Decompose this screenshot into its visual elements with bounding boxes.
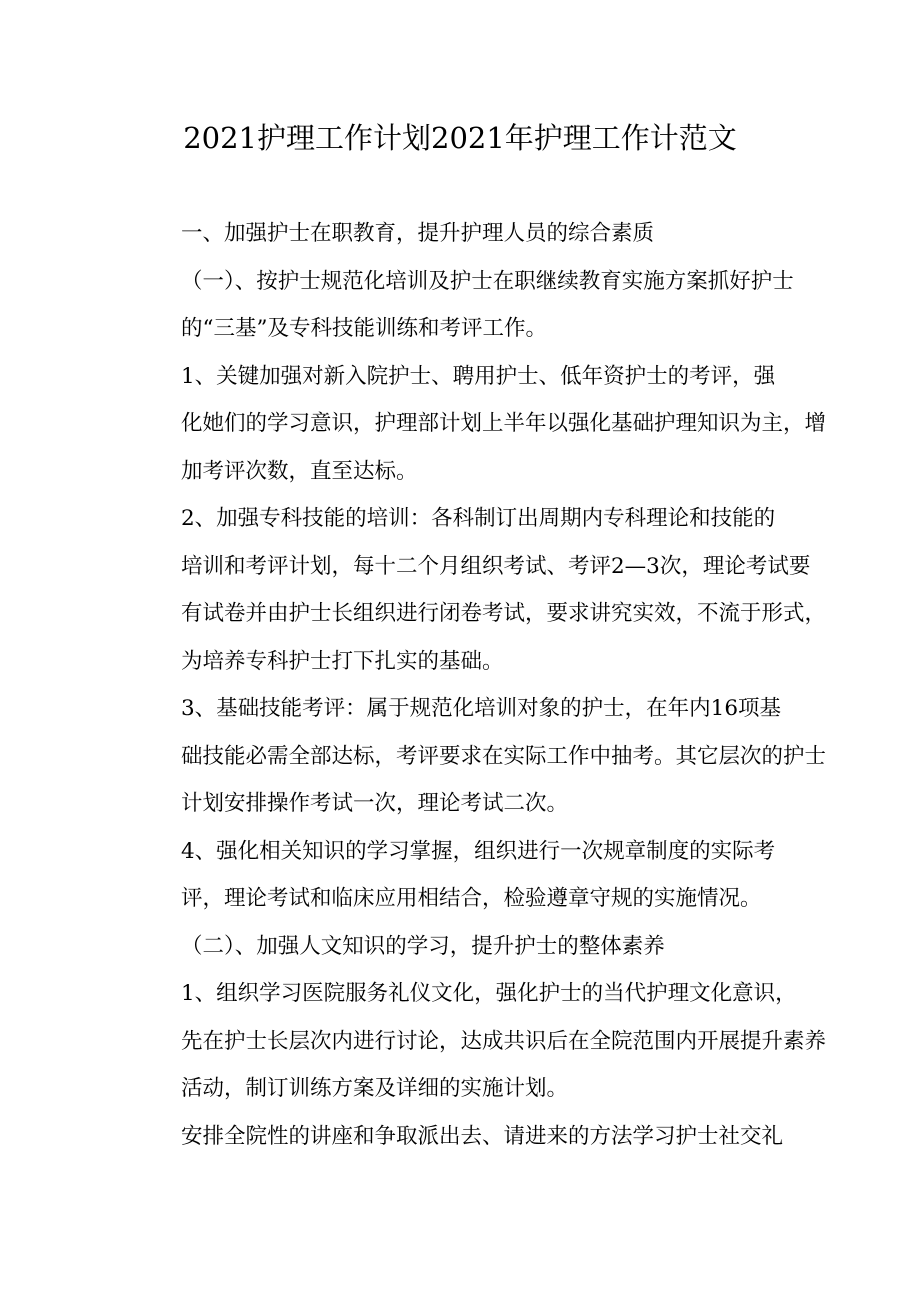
paragraph xyxy=(138,353,827,496)
paragraph xyxy=(138,210,786,258)
text-line: 为培养专科护士打下扎实的基础。 xyxy=(181,648,504,674)
paragraph xyxy=(138,970,827,1113)
text-line: 有试卷并由护士长组织进行闭卷考试，要求讲究实效，不流于形式， xyxy=(181,601,827,626)
paragraph xyxy=(138,923,786,971)
text-line: 计划安排操作考试一次，理论考试二次。 xyxy=(181,791,569,816)
text-line: 4、强化相关知识的学习掌握，组织进行一次规章制度的实际考 xyxy=(181,838,776,864)
text-line: 1、组织学习医院服务礼仪文化，强化护士的当代护理文化意识， xyxy=(181,981,797,1006)
paragraph xyxy=(138,495,827,685)
text-line: 评，理论考试和临床应用相结合，检验遵章守规的实施情况。 xyxy=(181,886,762,911)
text-line: 培训和考评计划，每十二个月组织考试、考评2—3次，理论考试要 xyxy=(181,553,811,579)
text-line: （二）、加强人文知识的学习，提升护士的整体素养 xyxy=(181,933,665,959)
text-line: 活动，制订训练方案及详细的实施计划。 xyxy=(181,1076,569,1101)
text-line: 础技能必需全部达标，考评要求在实际工作中抽考。其它层次的护士 xyxy=(181,743,827,769)
paragraph xyxy=(138,685,827,828)
text-line: 一、加强护士在职教育，提升护理人员的综合素质 xyxy=(181,221,655,246)
paragraph xyxy=(138,258,794,353)
text-line: 加考评次数，直至达标。 xyxy=(181,458,418,484)
text-line: 2、加强专科技能的培训：各科制订出周期内专科理论和技能的 xyxy=(181,506,776,531)
text-line: 先在护士长层次内进行讨论，达成共识后在全院范围内开展提升素养 xyxy=(181,1028,827,1054)
text-line: 化她们的学习意识，护理部计划上半年以强化基础护理知识为主，增 xyxy=(181,411,827,436)
text-line: 安排全院性的讲座和争取派出去、请进来的方法学习护士社交礼 xyxy=(181,1123,784,1149)
text-line: 1、关键加强对新入院护士、聘用护士、低年资护士的考评，强 xyxy=(181,363,776,389)
document-body xyxy=(138,210,827,1160)
text-line: （一）、按护士规范化培训及护士在职继续教育实施方案抓好护士 xyxy=(181,268,794,294)
paragraph xyxy=(138,828,786,923)
paragraph xyxy=(138,1113,786,1161)
document-title: 2021护理工作计划2021年护理工作计范文 xyxy=(183,121,737,155)
text-line: 3、基础技能考评：属于规范化培训对象的护士，在年内16项基 xyxy=(181,696,782,721)
text-line: 的“三基”及专科技能训练和考评工作。 xyxy=(181,316,547,341)
